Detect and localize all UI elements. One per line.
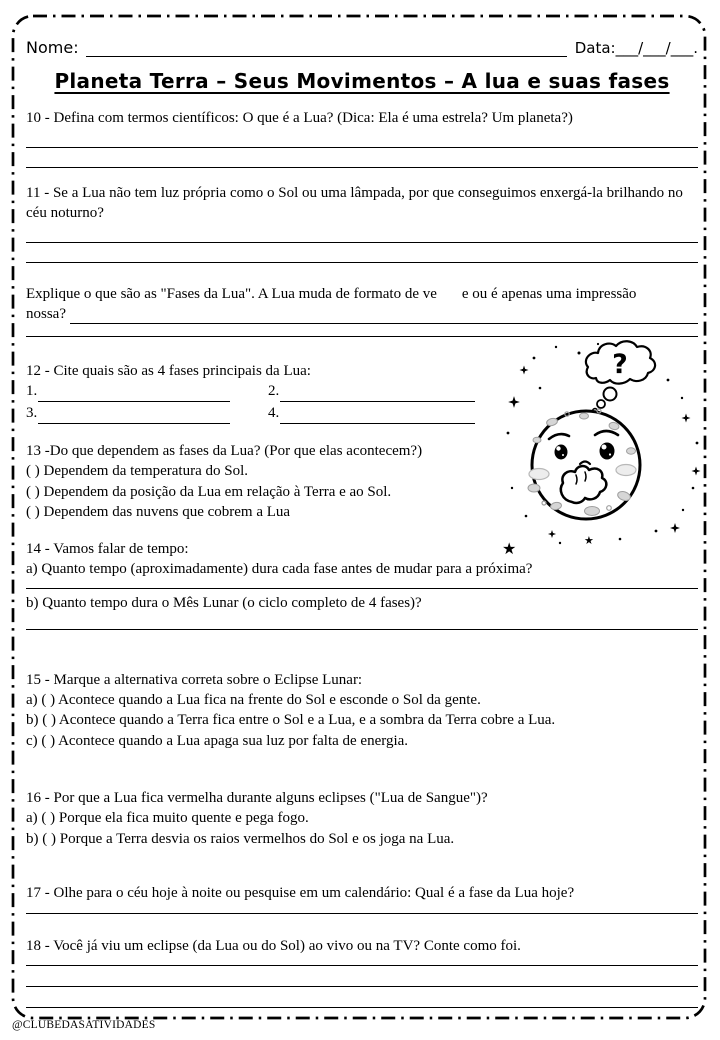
date-field <box>575 39 698 57</box>
blank-number: 2. <box>268 383 280 399</box>
question-14b: b) Quanto tempo dura o Mês Lunar (o ciclo completo de 4 fases)? <box>26 594 422 611</box>
answer-line <box>26 324 698 337</box>
question-text-part3: nossa? <box>26 306 66 322</box>
question-13: 13 -Do que dependem as fases da Lua? (Por que elas acontecem?) <box>26 443 423 459</box>
question-12: 12 - Cite quais são as 4 fases principais da Lua: <box>26 363 311 379</box>
answer-line <box>280 408 475 424</box>
page-title: Planeta Terra – Seus Movimentos – A lua e suas fases <box>54 69 670 93</box>
question-17: 17 - Olhe para o céu hoje à noite ou pesquise em um calendário: Qual é a fase da Lua hoje? <box>26 885 575 901</box>
date-blank-lines: ___/___/___. <box>615 39 698 57</box>
answer-line <box>26 966 698 987</box>
answer-line <box>26 243 698 263</box>
phase-blank-1 <box>26 381 230 402</box>
phase-blank-2 <box>268 381 475 402</box>
question-10: 10 - Defina com termos científicos: O que é a Lua? (Dica: Ela é uma estrela? Um planeta?) <box>26 110 573 126</box>
date-label: Data: <box>574 39 616 57</box>
q13-option-b: ( ) Dependem da posição da Lua em relação à Terra e ao Sol. <box>26 483 392 500</box>
header-row <box>26 30 698 57</box>
q16-option-a: a) ( ) Porque ela fica muito quente e pega fogo. <box>26 810 309 826</box>
answer-line <box>26 579 698 589</box>
question-18: 18 - Você já viu um eclipse (da Lua ou do Sol) ao vivo ou na TV? Conte como foi. <box>26 938 521 954</box>
eye <box>555 445 568 460</box>
thought-bubble <box>586 341 655 413</box>
q15-option-a: a) ( ) Acontece quando a Lua fica na frente do Sol e esconde o Sol da gente. <box>26 691 481 708</box>
q15-option-b: b) ( ) Acontece quando a Terra fica entre o Sol e a Lua, e a sombra da Terra cobre a Lua. <box>26 712 556 728</box>
blank-number: 4. <box>268 405 280 421</box>
phase-blank-4 <box>268 403 475 424</box>
question-16: 16 - Por que a Lua fica vermelha durante alguns eclipses ("Lua de Sangue")? <box>26 790 488 806</box>
blush-cheek <box>616 465 636 476</box>
answer-line <box>26 987 698 1008</box>
question-15: 15 - Marque a alternativa correta sobre o Eclipse Lunar: <box>26 671 363 688</box>
answer-line <box>26 148 698 168</box>
question-text-part2: e ou é apenas uma impressão <box>461 286 637 302</box>
star-icon: ★ <box>502 539 517 558</box>
answer-line <box>280 386 475 402</box>
q13-option-a: ( ) Dependem da temperatura do Sol. <box>26 463 249 479</box>
q15-option-c: c) ( ) Acontece quando a Lua apaga sua luz por falta de energia. <box>26 732 409 749</box>
name-label: Nome: <box>26 38 79 57</box>
answer-line <box>38 408 230 424</box>
answer-line <box>70 307 698 324</box>
phase-blanks <box>26 381 504 424</box>
blank-number: 3. <box>26 405 38 421</box>
blush-cheek <box>529 469 549 480</box>
question-fases-da-lua <box>26 284 698 304</box>
question-11: 11 - Se a Lua não tem luz própria como o Sol ou uma lâmpada, por que conseguimos enxergá-la brilhando no céu noturno? <box>26 185 683 221</box>
phase-blank-3 <box>26 403 230 424</box>
answer-line <box>38 386 230 402</box>
question-14: 14 - Vamos falar de tempo: <box>26 540 189 557</box>
answer-line <box>26 903 698 914</box>
star-icon: ★ <box>584 534 594 547</box>
credit-watermark: @CLUBEDASATIVIDADES <box>12 1019 156 1031</box>
thinking-moon-illustration <box>500 338 705 560</box>
question-14a: a) Quanto tempo (aproximadamente) dura cada fase antes de mudar para a próxima? <box>26 560 533 577</box>
answer-line <box>26 956 698 966</box>
moon-face <box>528 409 640 519</box>
q16-option-b: b) ( ) Porque a Terra desvia os raios vermelhos do Sol e os joga na Lua. <box>26 830 455 847</box>
answer-line <box>26 128 698 148</box>
question-fases-line2 <box>26 304 698 324</box>
question-mark-icon: ? <box>612 349 628 380</box>
answer-line <box>26 613 698 630</box>
eye <box>600 443 615 460</box>
q13-option-c: ( ) Dependem das nuvens que cobrem a Lua <box>26 504 291 520</box>
question-text-part1: Explique o que são as "Fases da Lua". A Lua muda de formato de ve <box>26 286 437 302</box>
name-blank-line <box>86 34 567 57</box>
answer-line <box>26 223 698 243</box>
blank-number: 1. <box>26 383 38 399</box>
